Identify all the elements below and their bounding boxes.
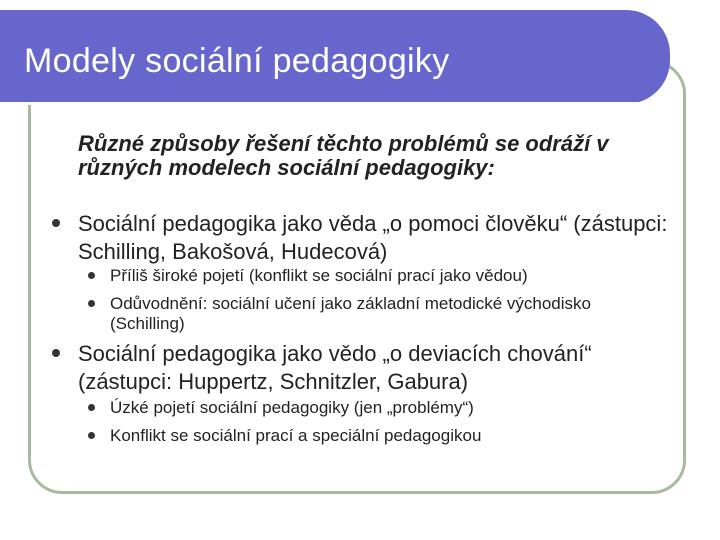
bullet-text: Sociální pedagogika jako vědo „o deviacích chování“ (zástupci: Huppertz, Schnitzler, Gabura): [78, 341, 592, 394]
bullet-text: Sociální pedagogika jako věda „o pomoci člověku“ (zástupci: Schilling, Bakošová, Hudecová): [78, 211, 668, 264]
bullet-dot-icon: [52, 219, 60, 227]
subbullet-text: Odůvodnění: sociální učení jako základní metodické východisko (Schilling): [110, 294, 591, 333]
subbullet-item-2-1: [110, 398, 650, 418]
slide-title: Modely sociální pedagogiky: [24, 42, 450, 80]
subbullet-text: Příliš široké pojetí (konflikt se sociální prací jako vědou): [110, 266, 528, 285]
subbullet-text: Konflikt se sociální prací a speciální pedagogikou: [110, 426, 482, 445]
bullet-dot-icon: [88, 404, 95, 411]
intro-text: Různé způsoby řešení těchto problémů se odráží v různých modelech sociální pedagogiky:: [78, 131, 609, 180]
bullet-item-2: [78, 340, 678, 396]
subbullet-item-1-2: [110, 294, 650, 334]
subbullet-item-1-1: [110, 266, 650, 286]
title-bar: [0, 10, 670, 104]
bullet-item-1: [78, 210, 678, 266]
bullet-dot-icon: [88, 300, 95, 307]
title-underline: [0, 102, 638, 105]
bullet-dot-icon: [88, 432, 95, 439]
bullet-dot-icon: [88, 272, 95, 279]
bullet-dot-icon: [52, 349, 60, 357]
subbullet-text: Úzké pojetí sociální pedagogiky (jen „problémy“): [110, 398, 474, 417]
subbullet-item-2-2: [110, 426, 650, 446]
